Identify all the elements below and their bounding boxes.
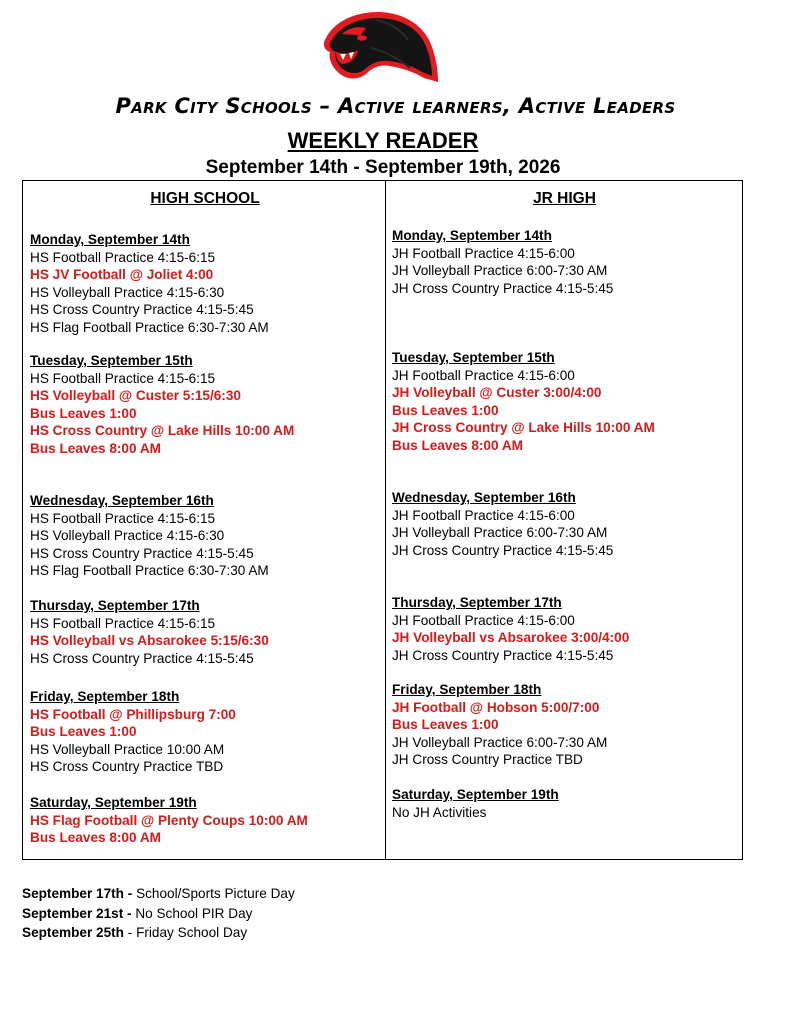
note-item xyxy=(22,923,295,943)
note-date: September 21st - xyxy=(22,905,132,921)
day-heading: Monday, September 14th xyxy=(392,228,552,243)
day-heading: Friday, September 18th xyxy=(392,682,542,697)
day-block xyxy=(30,597,380,667)
note-text: School/Sports Picture Day xyxy=(132,886,295,901)
day-heading: Thursday, September 17th xyxy=(392,595,562,610)
day-heading: Saturday, September 19th xyxy=(392,787,559,802)
event-highlight: JH Cross Country @ Lake Hills 10:00 AM xyxy=(392,420,655,435)
day-block xyxy=(30,688,380,776)
event-highlight: Bus Leaves 1:00 xyxy=(30,724,137,739)
school-motto: Park City Schools – Active learners, Active Leaders xyxy=(115,94,676,118)
day-heading: Friday, September 18th xyxy=(30,689,180,704)
day-block xyxy=(30,352,380,457)
event-item: JH Volleyball Practice 6:00-7:30 AM xyxy=(392,263,608,278)
event-highlight: HS Volleyball @ Custer 5:15/6:30 xyxy=(30,388,241,403)
event-highlight: Bus Leaves 1:00 xyxy=(30,405,137,421)
event-item: JH Football Practice 4:15-6:00 xyxy=(392,367,575,383)
day-block xyxy=(30,492,380,580)
event-item: HS Cross Country Practice 4:15-5:45 xyxy=(30,302,254,317)
event-highlight: HS Cross Country @ Lake Hills 10:00 AM xyxy=(30,423,295,438)
event-item: HS Volleyball Practice 4:15-6:30 xyxy=(30,284,225,300)
day-heading: Wednesday, September 16th xyxy=(30,493,214,508)
event-highlight: HS Football @ Phillipsburg 7:00 xyxy=(30,706,236,722)
day-block xyxy=(392,349,737,454)
note-item xyxy=(22,904,295,924)
day-block xyxy=(392,681,737,769)
day-heading: Monday, September 14th xyxy=(30,232,190,247)
event-highlight: JH Football @ Hobson 5:00/7:00 xyxy=(392,699,600,715)
event-highlight: Bus Leaves 8:00 AM xyxy=(392,437,523,453)
note-item xyxy=(22,884,295,904)
notes-list xyxy=(22,884,295,943)
event-highlight: HS JV Football @ Joliet 4:00 xyxy=(30,267,214,282)
day-heading: Saturday, September 19th xyxy=(30,795,197,810)
column-heading: JR HIGH xyxy=(533,190,596,207)
event-item: HS Flag Football Practice 6:30-7:30 AM xyxy=(30,563,269,578)
event-highlight: Bus Leaves 1:00 xyxy=(392,402,499,418)
day-heading: Tuesday, September 15th xyxy=(392,350,555,365)
event-item: No JH Activities xyxy=(392,804,487,820)
event-item: HS Football Practice 4:15-6:15 xyxy=(30,615,216,631)
column-divider xyxy=(385,181,386,859)
event-highlight: HS Volleyball vs Absarokee 5:15/6:30 xyxy=(30,633,269,648)
event-highlight: Bus Leaves 8:00 AM xyxy=(30,830,161,845)
event-highlight: HS Flag Football @ Plenty Coups 10:00 AM xyxy=(30,812,308,828)
day-block xyxy=(392,227,737,297)
event-item: JH Volleyball Practice 6:00-7:30 AM xyxy=(392,525,608,540)
event-item: JH Cross Country Practice 4:15-5:45 xyxy=(392,542,614,558)
event-highlight: JH Volleyball @ Custer 3:00/4:00 xyxy=(392,385,602,400)
event-item: HS Cross Country Practice TBD xyxy=(30,759,224,774)
schedule-table xyxy=(22,180,743,860)
event-highlight: Bus Leaves 8:00 AM xyxy=(30,440,161,456)
event-item: JH Cross Country Practice 4:15-5:45 xyxy=(392,647,614,663)
day-heading: Tuesday, September 15th xyxy=(30,353,193,368)
date-range: September 14th - September 19th, 2026 xyxy=(205,157,561,178)
day-block xyxy=(392,489,737,559)
event-item: HS Cross Country Practice 4:15-5:45 xyxy=(30,650,254,666)
page-title: WEEKLY READER xyxy=(287,128,479,153)
event-item: JH Football Practice 4:15-6:00 xyxy=(392,245,575,261)
note-text: - Friday School Day xyxy=(124,925,248,940)
panther-head-icon xyxy=(318,8,440,84)
day-heading: Thursday, September 17th xyxy=(30,598,200,613)
event-item: HS Flag Football Practice 6:30-7:30 AM xyxy=(30,319,269,335)
day-heading: Wednesday, September 16th xyxy=(392,490,576,505)
high-school-column xyxy=(30,189,380,845)
day-block xyxy=(30,231,380,336)
event-item: HS Cross Country Practice 4:15-5:45 xyxy=(30,545,254,561)
event-item: HS Football Practice 4:15-6:15 xyxy=(30,249,216,265)
event-item: JH Volleyball Practice 6:00-7:30 AM xyxy=(392,734,608,750)
event-item: HS Football Practice 4:15-6:15 xyxy=(30,370,216,386)
event-item: HS Football Practice 4:15-6:15 xyxy=(30,510,216,526)
event-item: JH Football Practice 4:15-6:00 xyxy=(392,612,575,628)
event-item: JH Cross Country Practice 4:15-5:45 xyxy=(392,280,614,296)
event-item: HS Volleyball Practice 4:15-6:30 xyxy=(30,528,225,543)
event-item: JH Cross Country Practice TBD xyxy=(392,752,583,767)
day-block xyxy=(30,794,380,847)
column-heading: HIGH SCHOOL xyxy=(150,190,260,207)
event-highlight: JH Volleyball vs Absarokee 3:00/4:00 xyxy=(392,630,630,645)
day-block xyxy=(392,594,737,664)
event-item: JH Football Practice 4:15-6:00 xyxy=(392,507,575,523)
note-date: September 25th xyxy=(22,925,124,940)
jr-high-column xyxy=(392,189,737,820)
note-date: September 17th - xyxy=(22,886,133,901)
note-text: No School PIR Day xyxy=(131,905,253,921)
event-highlight: Bus Leaves 1:00 xyxy=(392,717,499,732)
day-block xyxy=(392,786,737,821)
event-item: HS Volleyball Practice 10:00 AM xyxy=(30,741,225,757)
